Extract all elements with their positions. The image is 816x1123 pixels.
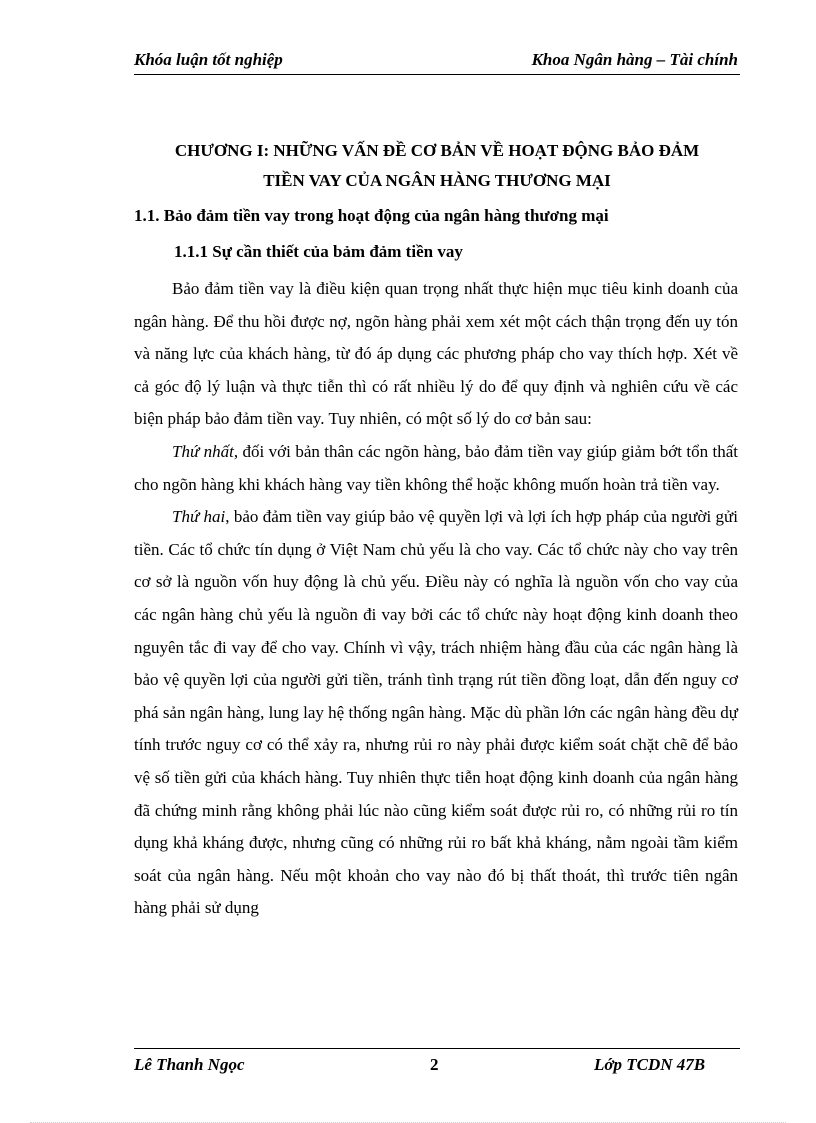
- chapter-title: [134, 136, 740, 196]
- footer-author: Lê Thanh Ngọc: [134, 1055, 245, 1074]
- footer-class: Lớp TCDN 47B: [594, 1055, 706, 1074]
- body-text: [134, 273, 738, 925]
- page-header: [134, 48, 740, 75]
- chapter-title-line-2: TIỀN VAY CỦA NGÂN HÀNG THƯƠNG MẠI: [263, 171, 611, 190]
- paragraph-2: [134, 436, 738, 501]
- paragraph-3-lead: Thứ hai: [172, 507, 226, 527]
- header-thesis-label: Khóa luận tốt nghiệp: [134, 50, 283, 69]
- paragraph-1: Bảo đảm tiền vay là điều kiện quan trọng nhất thực hiện mục tiêu kinh doanh của ngân hàng. Để thu hồi được nợ, ngõn hàng phải xem xét một cách thận trọng đến uy tón và năng lực của khách hàng, từ đó áp dụng các phương pháp cho vay thích hợp. Xét về cả góc độ lý luận và thực tiễn thì có rất nhiều lý do để quy định và nghiên cứu về các biện pháp bảo đảm tiền vay. Tuy nhiên, có một số lý do cơ bản sau:: [134, 279, 738, 429]
- footer-page-number: 2: [430, 1055, 439, 1074]
- paragraph-2-lead: Thứ nhất: [172, 441, 234, 461]
- section-heading-1-1: 1.1. Bảo đảm tiền vay trong hoạt động của ngân hàng thương mại: [134, 206, 609, 225]
- chapter-title-line-1: CHƯƠNG I: NHỮNG VẤN ĐỀ CƠ BẢN VỀ HOẠT ĐỘNG BẢO ĐẢM: [174, 141, 700, 160]
- header-faculty-label: Khoa Ngân hàng – Tài chính: [531, 50, 738, 69]
- paragraph-3: [134, 501, 738, 925]
- paragraph-3-text: , bảo đảm tiền vay giúp bảo vệ quyền lợi và lợi ích hợp pháp của người gửi tiền. Các tổ chức tín dụng ở Việt Nam chủ yếu là cho vay. Các tổ chức này cho vay trên cơ sở là nguồn vốn huy động là chủ yếu. Điều này có nghĩa là nguồn vốn cho vay của các ngân hàng chủ yếu là nguồn đi vay bởi các tổ chức này hoạt động kinh doanh theo nguyên tắc đi vay để cho vay. Chính vì vậy, trách nhiệm hàng đầu của các ngân hàng là bảo vệ quyền lợi của người gửi tiền, tránh tình trạng rút tiền đồng loạt, dẫn đến nguy cơ phá sản ngân hàng, lung lay hệ thống ngân hàng. Mặc dù phần lớn các ngân hàng đều dự tính trước nguy cơ có thể xảy ra, nhưng rủi ro này phải được kiểm soát chặt chẽ để bảo vệ số tiền gửi của khách hàng. Tuy nhiên thực tiễn hoạt động kinh doanh của ngân hàng đã chứng minh rằng không phải lúc nào cũng kiểm soát được rủi ro, có những rủi ro tín dụng khả kháng được, nhưng cũng có những rủi ro bất khả kháng, nằm ngoài tầm kiểm soát của ngân hàng. Nếu một khoản cho vay nào đó bị thất thoát, thì trước tiên ngân hàng phải sử dụng: [134, 507, 738, 918]
- paragraph-2-text: , đối với bản thân các ngõn hàng, bảo đảm tiền vay giúp giảm bớt tổn thất cho ngõn hàng khi khách hàng vay tiền không thể hoặc không muốn hoàn trả tiền vay.: [134, 441, 738, 494]
- footer-rule: [134, 1048, 740, 1049]
- section-heading-1-1-1: 1.1.1 Sự cần thiết của bảm đảm tiền vay: [174, 242, 463, 261]
